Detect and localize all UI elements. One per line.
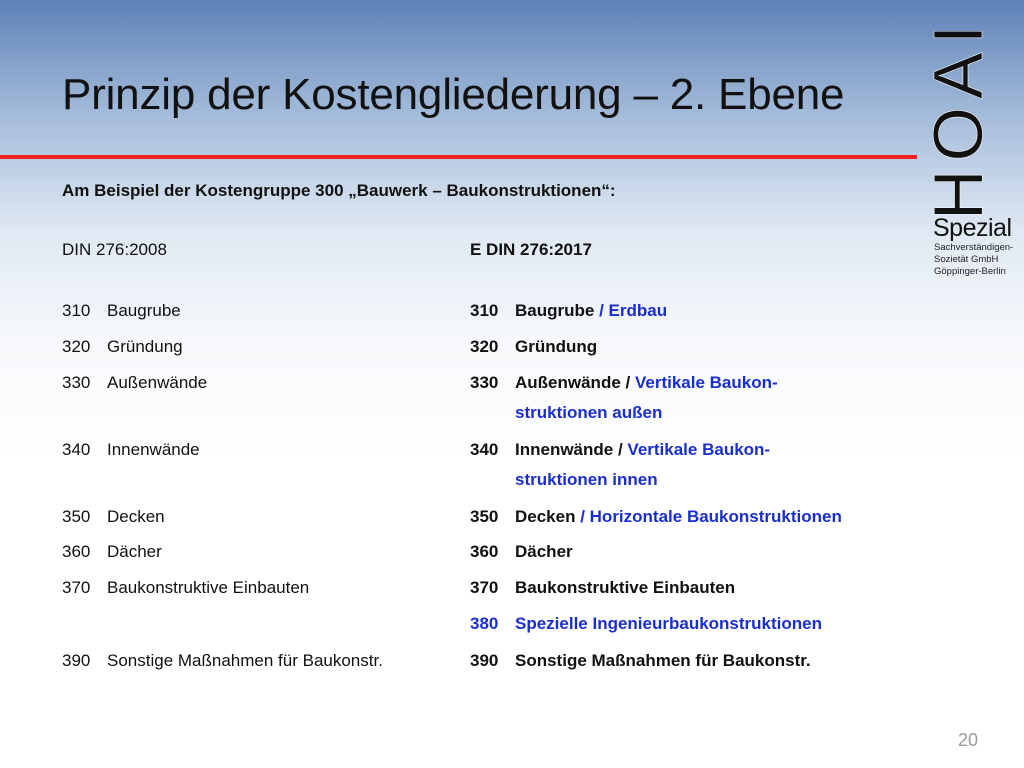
new-code: 310	[470, 301, 499, 320]
new-label: Sonstige Maßnahmen für Baukonstr.	[515, 651, 811, 670]
new-code: 330	[470, 373, 499, 392]
cost-row-continuation	[0, 470, 1024, 498]
new-entry	[470, 614, 822, 634]
cost-row	[0, 507, 1024, 535]
new-entry	[470, 337, 597, 357]
old-code: 390	[62, 651, 91, 670]
old-code: 320	[62, 337, 91, 356]
new-entry	[470, 542, 573, 562]
old-label: Baukonstruktive Einbauten	[107, 578, 310, 597]
old-entry	[62, 542, 162, 562]
cost-row	[0, 542, 1024, 570]
new-entry	[470, 507, 842, 527]
new-label-added: Spezielle Ingenieurbaukonstruktionen	[515, 614, 822, 633]
old-label: Decken	[107, 507, 165, 526]
cost-row	[0, 651, 1024, 679]
page-number: 20	[958, 730, 979, 750]
logo-line-1: Sachverständigen-	[934, 242, 1014, 253]
new-label: Dächer	[515, 542, 573, 561]
old-code: 330	[62, 373, 91, 392]
new-label: Gründung	[515, 337, 598, 356]
new-code: 360	[470, 542, 499, 561]
old-entry	[62, 301, 181, 321]
cost-row	[0, 373, 1024, 401]
new-label-added: Erdbau	[608, 301, 668, 320]
cost-row	[0, 337, 1024, 365]
logo-hoai: HOAI	[919, 16, 997, 220]
logo-line-2: Sozietät GmbH	[934, 254, 999, 265]
new-entry	[470, 373, 778, 393]
old-code: 360	[62, 542, 91, 561]
new-label: Baugrube	[515, 301, 595, 320]
cost-row-continuation	[0, 403, 1024, 431]
new-code: 380	[470, 614, 499, 633]
old-label: Sonstige Maßnahmen für Baukonstr.	[107, 651, 383, 670]
new-code: 390	[470, 651, 499, 670]
new-label-added: Vertikale Baukon-	[634, 373, 778, 392]
new-label-added-continued: struktionen außen	[515, 403, 663, 422]
cost-row	[0, 440, 1024, 468]
new-label: Innenwände /	[515, 440, 623, 459]
new-entry	[470, 440, 770, 460]
old-entry	[62, 651, 383, 671]
old-label: Außenwände	[107, 373, 208, 392]
old-code: 350	[62, 507, 91, 526]
logo-spezial: Spezial	[933, 214, 1012, 242]
cost-row	[0, 301, 1024, 329]
old-code: 310	[62, 301, 91, 320]
new-code: 350	[470, 507, 499, 526]
old-code: 370	[62, 578, 91, 597]
old-entry	[62, 337, 183, 357]
column-header-left: DIN 276:2008	[62, 240, 167, 259]
cost-row	[0, 578, 1024, 606]
old-entry	[62, 373, 207, 393]
old-label: Dächer	[107, 542, 162, 561]
old-entry	[62, 507, 165, 527]
new-code: 320	[470, 337, 499, 356]
logo-line-3: Göppinger-Berlin	[934, 266, 1006, 277]
old-label: Baugrube	[107, 301, 181, 320]
title-underline	[0, 155, 917, 159]
new-separator: /	[575, 507, 590, 526]
column-header-right: E DIN 276:2017	[470, 240, 592, 259]
old-label: Gründung	[107, 337, 183, 356]
new-code: 370	[470, 578, 499, 597]
old-label: Innenwände	[107, 440, 200, 459]
new-entry	[470, 578, 735, 598]
slide-title: Prinzip der Kostengliederung – 2. Ebene	[62, 70, 845, 119]
old-entry	[62, 578, 309, 598]
cost-row	[0, 614, 1024, 642]
new-label-added-continued: struktionen innen	[515, 470, 658, 489]
new-label: Außenwände /	[515, 373, 631, 392]
new-label-added: Horizontale Baukonstruktionen	[589, 507, 842, 526]
new-code: 340	[470, 440, 499, 459]
new-label-added: Vertikale Baukon-	[627, 440, 771, 459]
new-entry	[470, 651, 811, 671]
new-label: Decken	[515, 507, 576, 526]
old-entry	[62, 440, 200, 460]
new-label: Baukonstruktive Einbauten	[515, 578, 736, 597]
old-code: 340	[62, 440, 91, 459]
new-separator: /	[594, 301, 609, 320]
new-entry	[470, 301, 667, 321]
subtitle: Am Beispiel der Kostengruppe 300 „Bauwerk – Baukonstruktionen“:	[62, 181, 616, 200]
